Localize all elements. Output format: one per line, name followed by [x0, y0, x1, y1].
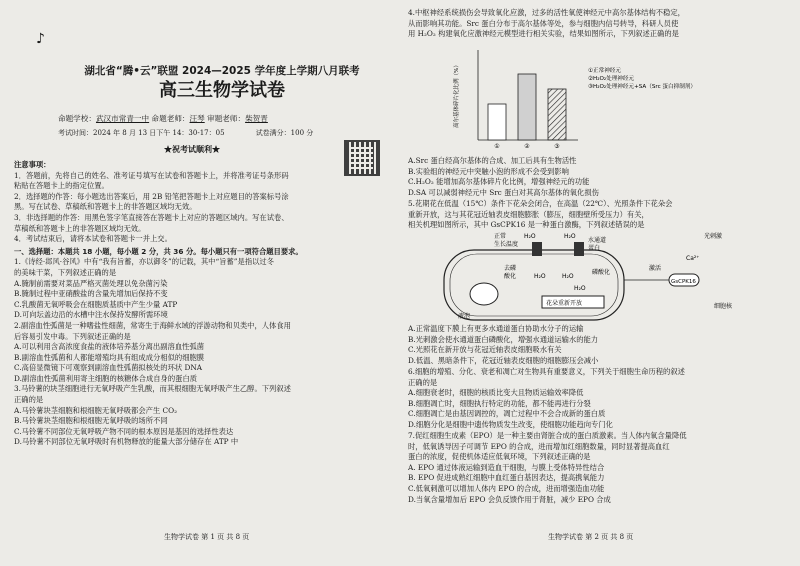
question-line: 正确的是 — [408, 377, 438, 387]
author-info — [58, 114, 268, 125]
question-line: A.马铃薯块茎细胞和根细胞无氧呼吸都会产生 CO₂ — [14, 405, 178, 415]
question-line: 5.花期花在低温（15℃）条件下花朵会闭合，在高温（22℃）、光照条件下花朵会 — [408, 199, 673, 208]
question-line: 重新开放，这与其花冠近轴表皮细胞膨胀（膨压，细胞壁所受压力）有关， — [408, 209, 649, 219]
diagram-label: 酸化 — [504, 273, 517, 280]
question-line: B.马铃薯块茎细胞和根细胞无氧呼吸的场所不同 — [14, 416, 168, 426]
legend-entry: ①正常神经元 — [588, 68, 621, 74]
question-line: 1.《诗经·邶风·谷风》中有“我有旨蓄，亦以御冬”的记载，其中“旨蓄”是指以过冬 — [14, 257, 275, 267]
bar — [548, 89, 566, 140]
question-6 — [408, 367, 792, 431]
diagram-label: 去磷 — [504, 265, 517, 272]
bar — [488, 104, 506, 140]
question-line: 正确的是 — [14, 395, 44, 405]
note-line: 粘贴在答题卡上的指定位置。 — [14, 181, 109, 191]
question-line: B.腌制过程中亚硝酸盐的含量先增加后保持不变 — [14, 289, 168, 299]
x-tick-label: ③ — [554, 143, 560, 150]
page-footer-right: 生物学试卷 第 2 页 共 8 页 — [548, 533, 634, 541]
diagram-label: H₂O — [574, 285, 586, 292]
aquaporin-2 — [574, 242, 584, 256]
question-line: B.细胞凋亡时，细胞执行特定的功能，都不能再进行分裂 — [408, 398, 591, 408]
diagram-label: H₂O — [564, 233, 576, 240]
question-line: 时，低氧诱导因子可调节 EPO 的合成，进而增加红细胞数量，同时显著提高血红 — [408, 441, 670, 451]
bar — [518, 74, 536, 140]
legend-entry: ③H₂O₂处理神经元+SA（Src 蛋白抑制剂） — [588, 84, 696, 90]
diagram-label: 光刺激 — [704, 233, 723, 240]
diagram-label: 细胞核 — [714, 303, 733, 310]
note-line: 3．非选择题的作答：用黑色签字笔直接答在答题卡上对应的答题区域内。写在试卷、 — [14, 212, 289, 222]
question-line: A.细胞衰老时，细胞的核质比变大且物质运输效率降低 — [408, 388, 584, 398]
question-line: C.马铃薯不同部位无氧呼吸产物不同的根本原因是基因的选择性表达 — [14, 426, 234, 436]
note-line: 2．选择题的作答：每小题选出答案后，用 2B 铅笔把答题卡上对应题目的答案标号涂 — [14, 191, 289, 201]
exam-title: 湖北省“腾•云”联盟 2024—2025 学年度上学期八月联考 — [84, 65, 360, 77]
author-label: 命题老师： — [151, 114, 190, 123]
question-line: 4.中枢神经系统损伤会导致氧化应激，过多的活性氧使神经元中高尔基体结构不稳定， — [408, 8, 685, 17]
option-line: B.实验组的神经元中突触小泡的形成不会受到影响 — [408, 166, 569, 176]
option-line: D.低温、黑暗条件下，花冠近轴表皮细胞的细胞膨压会减小 — [408, 355, 599, 365]
exam-subtitle: 高三生物学试卷 — [159, 80, 285, 101]
corner-mark: ♪ — [36, 31, 45, 47]
diagram-label: 蛋白 — [588, 245, 601, 252]
diagram-label: GsCPK16 — [671, 279, 696, 285]
question-line: B. EPO 促进成熟红细胞中血红蛋白基因表达，提高携氧能力 — [408, 473, 605, 483]
diagram-label: 水通道 — [588, 237, 607, 244]
diagram-label: H₂O — [534, 273, 546, 280]
question-line: 蛋白的浓度，促使机体适应低氧环境，下列叙述正确的是 — [408, 452, 591, 462]
exam-meta — [58, 128, 313, 139]
question-line: 用 H₂O₂ 构建氧化应激神经元模型进行相关实验，结果如图所示，下列叙述正确的是 — [408, 29, 679, 39]
question-line: D.当氧含量增加后 EPO 会负反馈作用于肾脏，减少 EPO 合成 — [408, 494, 611, 504]
diagram-label: 正常 — [494, 233, 507, 240]
diagram-label: 激活 — [649, 265, 662, 272]
question-line: A.腌制前需要对菜品严格灭菌处理以免杂菌污染 — [14, 278, 168, 288]
question-line: B.副溶血性弧菌和人都能增殖均具有组成成分相似的细胞膜 — [14, 352, 205, 362]
option-line: A.正常温度下膜上有更多水通道蛋白协助水分子的运输 — [408, 324, 584, 333]
aquaporin-1 — [532, 242, 542, 256]
question-line: 从而影响其功能。Src 蛋白分布于高尔基体等处，参与细胞内信号转导，科研人员使 — [408, 18, 679, 28]
question-line: 7.促红细胞生成素（EPO）是一种主要由肾脏合成的蛋白质激素。当人体内氧含量降低 — [408, 431, 687, 440]
diagram-label: 花朵重新开放 — [546, 300, 583, 307]
note-line: 黑。写在试卷、草稿纸和答题卡上的非答题区域均无效。 — [14, 202, 197, 212]
question-line: C.细胞凋亡是由基因调控的，凋亡过程中不会合成新的蛋白质 — [408, 409, 606, 419]
question-5-options — [408, 324, 792, 366]
question-line: 相关机理如图所示，其中 GsCPK16 是一种蛋白激酶，下列叙述错误的是 — [408, 220, 645, 230]
page-footer-left: 生物学试卷 第 1 页 共 8 页 — [164, 533, 250, 541]
notes-list — [14, 171, 394, 245]
author-name: 汪琴 — [189, 114, 205, 123]
question-line: 2.副溶血性弧菌是一种嗜盐性细菌，常寄生于海鲜水域的浮游动物和贝类中，人体食用 — [14, 320, 291, 330]
notes-title: 注意事项： — [14, 160, 51, 169]
x-tick-label: ① — [494, 143, 500, 150]
option-line: C.光照花在新开放与花冠近轴表皮细胞吸水有关 — [408, 345, 562, 355]
x-tick-label: ② — [524, 143, 530, 150]
question-4 — [408, 8, 792, 40]
option-line: B.光刺激会使水通道蛋白磷酸化，增强水通道运输水的能力 — [408, 334, 599, 344]
right-page — [408, 0, 792, 566]
question-4-options — [408, 156, 792, 198]
question-line: D.细胞分化是细胞中遗传物质发生改变，使细胞功能趋向专门化 — [408, 419, 613, 429]
left-page — [14, 0, 394, 566]
question-line: C.乳酸菌无氧呼吸会在细胞质基质中产生少量 ATP — [14, 299, 178, 309]
diagram-label: H₂O — [562, 273, 574, 280]
bars-group — [488, 74, 566, 150]
question-line: 后容易引发中毒。下列叙述正确的是 — [14, 331, 131, 341]
school-label: 命题学校： — [58, 114, 96, 123]
question-line: C.高倍显微镜下可观察到副溶血性弧菌拟核处的环状 DNA — [14, 363, 202, 373]
q4-bar-chart — [448, 40, 788, 156]
reviewer-name: 柴贺晋 — [245, 114, 268, 123]
question-line: 6.细胞的增殖、分化、衰老和凋亡对生物具有重要意义，下列关于细胞生命历程的叙述 — [408, 367, 685, 376]
question-line: D.马铃薯不同部位无氧呼吸时有机物释放的能量大部分储存在 ATP 中 — [14, 437, 239, 447]
school-name: 武汉市常青一中 — [95, 114, 150, 123]
question-line: 3.马铃薯的块茎细胞进行无氧呼吸产生乳酸，而其根细胞无氧呼吸产生乙醇。下列叙述 — [14, 384, 291, 394]
diagram-label: H₂O — [524, 233, 536, 240]
chart-legend — [588, 66, 696, 90]
good-luck-banner: ★祝考试顺利★ — [164, 144, 220, 154]
exam-time: 考试时间：2024 年 8 月 13 日下午 14：30-17：05 — [58, 129, 225, 137]
question-line: A. EPO 通过体液运输到造血干细胞，与膜上受体特异性结合 — [408, 462, 605, 472]
questions-left — [14, 257, 394, 448]
question-line: C.低氧刺激可以增加人体内 EPO 的合成，进而增强造血功能 — [408, 483, 605, 493]
option-line: C.H₂O₂ 能增加高尔基体碎片化比例，增强神经元的功能 — [408, 177, 590, 187]
exam-score: 试卷满分：100 分 — [255, 129, 314, 137]
reviewer-label: 审题老师： — [207, 114, 246, 123]
note-line: 草稿纸和答题卡上的非答题区域均无效。 — [14, 223, 146, 233]
note-line: 4．考试结束后，请将本试卷和答题卡一并上交。 — [14, 234, 172, 244]
cell-outline — [444, 250, 624, 320]
question-7 — [408, 431, 792, 505]
y-axis-label: 高尔基体碎片化比例（%） — [454, 62, 460, 128]
option-line: A.Src 蛋白经高尔基体的合成、加工后具有生物活性 — [408, 156, 577, 165]
section-heading: 一、选择题：本题共 18 小题，每小题 2 分，共 36 分。每小题只有一项符合题目要求。 — [14, 246, 303, 256]
legend-entry: ②H₂O₂处理神经元 — [588, 76, 635, 82]
diagram-label: 磷酸化 — [592, 269, 611, 276]
q5-mechanism-diagram — [424, 230, 784, 322]
question-line: 的美味干菜，下列叙述正确的是 — [14, 267, 117, 277]
question-5 — [408, 199, 792, 231]
diagram-label: Ca²⁺ — [686, 255, 700, 262]
notes-block — [14, 160, 394, 448]
nucleus — [470, 283, 498, 305]
diagram-label: 生长温度 — [494, 241, 519, 248]
diagram-label: 液泡 — [458, 313, 471, 320]
question-line: A.可以利用含高浓度食盐的液体培养基分离出副溶血性弧菌 — [14, 342, 205, 352]
question-line: D.副溶血性弧菌利用寄主细胞的核糖体合成自身的蛋白质 — [14, 373, 198, 383]
note-line: 1．答题前，先将自己的姓名、准考证号填写在试卷和答题卡上，并将准考证号条形码 — [14, 170, 289, 180]
question-line: D.可向坛盖边沿的水槽中注水保持发酵所需环境 — [14, 310, 168, 320]
option-line: D.SA 可以减弱神经元中 Src 蛋白对其高尔基体的氧化损伤 — [408, 187, 599, 197]
